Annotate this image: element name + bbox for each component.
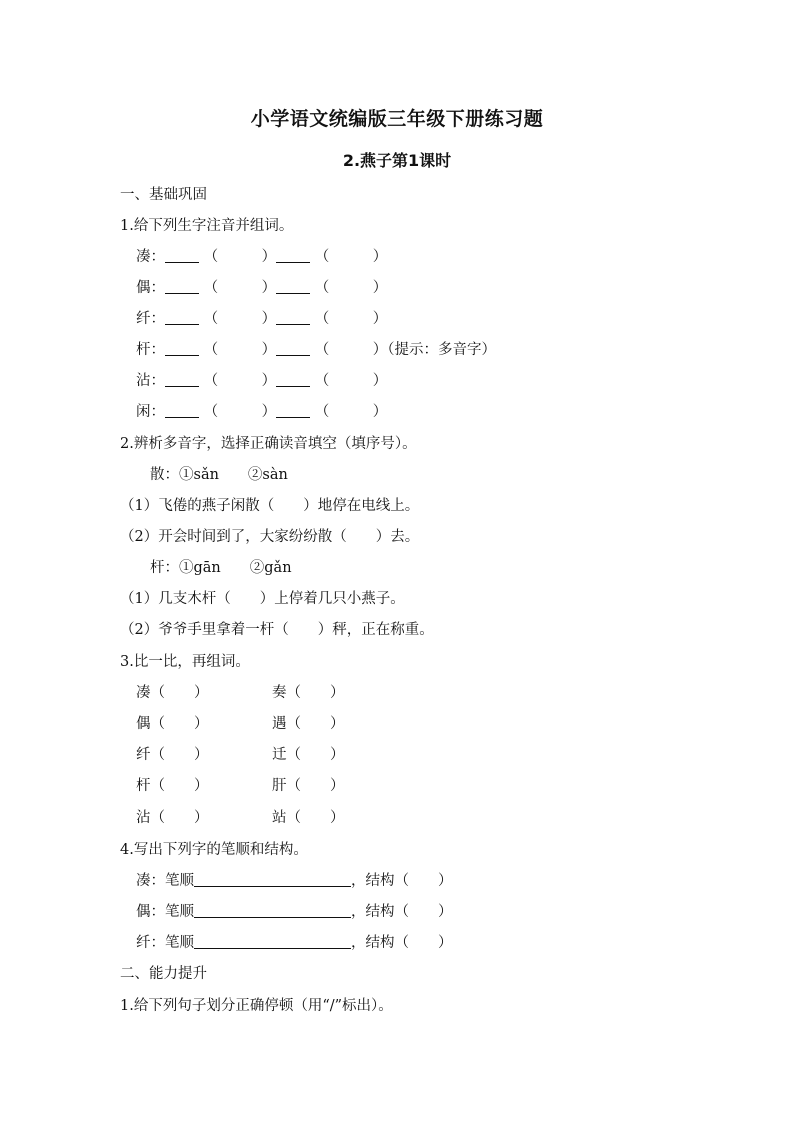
q1-char: 凑： [136, 249, 165, 265]
q1-char: 纤： [136, 311, 165, 327]
word-paren[interactable]: （ ） [314, 280, 388, 296]
pinyin-blank[interactable] [276, 340, 310, 356]
q1-char: 杆： [136, 342, 165, 358]
stroke-order-row [136, 871, 453, 891]
word-paren[interactable]: （ ） [314, 342, 388, 358]
q1-row [136, 247, 387, 267]
pinyin-blank[interactable] [276, 278, 310, 294]
structure-label[interactable]: ，结构（ ） [351, 873, 453, 889]
compare-right[interactable]: 站（ ） [272, 810, 345, 826]
q1-char: 偶： [136, 280, 165, 296]
word-paren[interactable]: （ ） [314, 404, 388, 420]
gan-reading-options: 杆：①gān ②gǎn [150, 560, 292, 576]
stroke-order-row [136, 933, 453, 953]
compare-right[interactable]: 奏（ ） [272, 685, 345, 701]
word-paren[interactable]: （ ） [203, 280, 277, 296]
compare-right[interactable]: 迁（ ） [272, 747, 345, 763]
compare-left[interactable]: 纤（ ） [136, 747, 209, 763]
compare-right[interactable]: 遇（ ） [272, 716, 345, 732]
stroke-order-row [136, 902, 453, 922]
san-item-2[interactable]: （2）开会时间到了，大家纷纷散（ ）去。 [120, 529, 420, 545]
stroke-order-label: 纤：笔顺 [136, 935, 194, 951]
word-paren[interactable]: （ ） [203, 404, 277, 420]
compare-left[interactable]: 凑（ ） [136, 685, 209, 701]
pinyin-blank[interactable] [165, 278, 199, 294]
question-3-prompt: 3.比一比，再组词。 [120, 654, 250, 670]
question-4-prompt: 4.写出下列字的笔顺和结构。 [120, 842, 308, 858]
structure-label[interactable]: ，结构（ ） [351, 904, 453, 920]
san-reading-options: 散：①sǎn ②sàn [150, 467, 288, 483]
stroke-order-blank[interactable] [194, 933, 351, 949]
compare-left[interactable]: 杆（ ） [136, 778, 209, 794]
section-heading-advanced: 二、能力提升 [120, 966, 207, 982]
compare-left[interactable]: 沾（ ） [136, 810, 209, 826]
pinyin-blank[interactable] [165, 371, 199, 387]
gan-item-1[interactable]: （1）几支木杆（ ）上停着几只小燕子。 [120, 591, 405, 607]
polyphone-hint: （提示：多音字） [387, 342, 496, 358]
pinyin-blank[interactable] [165, 402, 199, 418]
word-paren[interactable]: （ ） [314, 311, 388, 327]
lesson-title: 2.燕子第1课时 [342, 151, 452, 170]
word-paren[interactable]: （ ） [203, 249, 277, 265]
advanced-question-1-prompt: 1.给下列句子划分正确停顿（用“/”标出）。 [120, 998, 393, 1014]
q1-char: 沾： [136, 373, 165, 389]
stroke-order-label: 凑：笔顺 [136, 873, 194, 889]
page-title: 小学语文统编版三年级下册练习题 [250, 108, 544, 130]
stroke-order-blank[interactable] [194, 902, 351, 918]
pinyin-blank[interactable] [276, 402, 310, 418]
compare-right[interactable]: 肝（ ） [272, 778, 345, 794]
pinyin-blank[interactable] [276, 247, 310, 263]
stroke-order-label: 偶：笔顺 [136, 904, 194, 920]
q1-row [136, 402, 387, 422]
q1-row [136, 340, 496, 360]
pinyin-blank[interactable] [276, 371, 310, 387]
question-1-prompt: 1.给下列生字注音并组词。 [120, 218, 294, 234]
question-2-prompt: 2.辨析多音字，选择正确读音填空（填序号）。 [120, 436, 417, 452]
word-paren[interactable]: （ ） [314, 249, 388, 265]
word-paren[interactable]: （ ） [203, 342, 277, 358]
q1-row [136, 278, 387, 298]
pinyin-blank[interactable] [165, 340, 199, 356]
word-paren[interactable]: （ ） [203, 311, 277, 327]
pinyin-blank[interactable] [165, 247, 199, 263]
word-paren[interactable]: （ ） [203, 373, 277, 389]
pinyin-blank[interactable] [276, 309, 310, 325]
compare-left[interactable]: 偶（ ） [136, 716, 209, 732]
stroke-order-blank[interactable] [194, 871, 351, 887]
q1-char: 闲： [136, 404, 165, 420]
q1-row [136, 309, 387, 329]
gan-item-2[interactable]: （2）爷爷手里拿着一杆（ ）秤，正在称重。 [120, 622, 434, 638]
san-item-1[interactable]: （1）飞倦的燕子闲散（ ）地停在电线上。 [120, 498, 420, 514]
q1-row [136, 371, 387, 391]
pinyin-blank[interactable] [165, 309, 199, 325]
word-paren[interactable]: （ ） [314, 373, 388, 389]
section-heading-basic: 一、基础巩固 [120, 187, 207, 203]
structure-label[interactable]: ，结构（ ） [351, 935, 453, 951]
